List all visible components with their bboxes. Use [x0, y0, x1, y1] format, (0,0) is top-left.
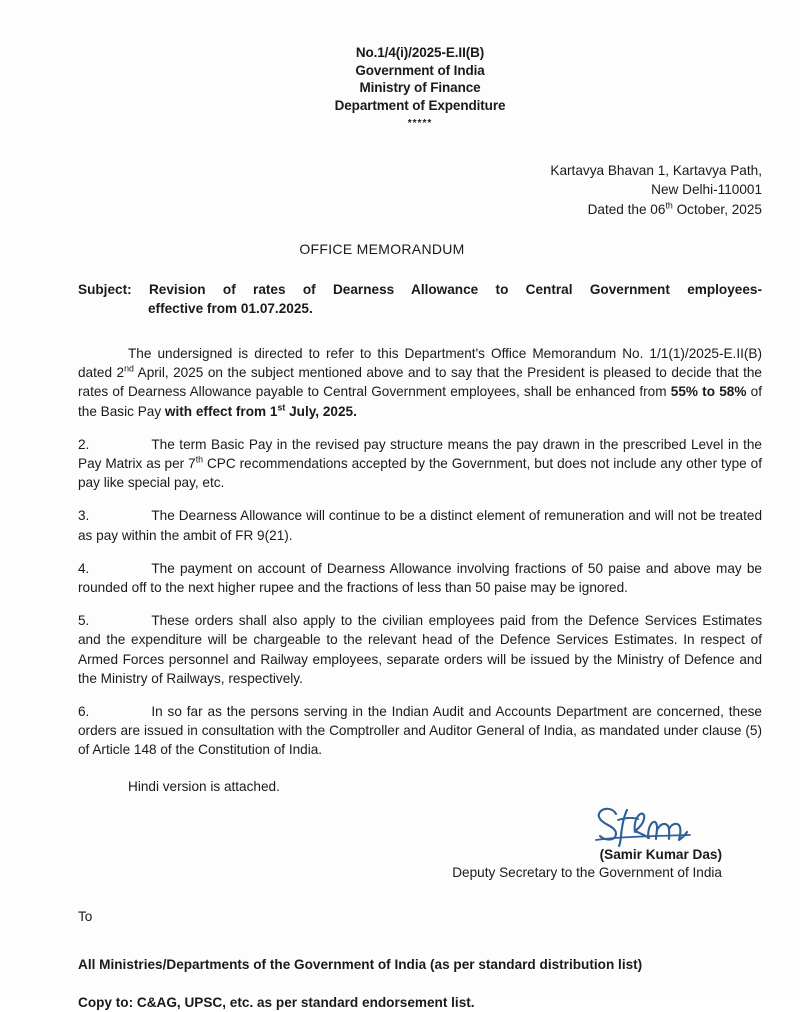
signatory-designation: Deputy Secretary to the Government of India	[452, 864, 722, 880]
government-name: Government of India	[355, 62, 485, 78]
paragraph-2-number: 2.	[78, 436, 90, 452]
paragraph-5	[78, 611, 762, 688]
hindi-version-note: Hindi version is attached.	[128, 778, 280, 794]
paragraph-2-seg-2: CPC recommendations accepted by the Government, but does not include any other type of pay like special pay, etc.	[78, 456, 762, 491]
paragraph-2-ordinal: th	[195, 454, 204, 465]
star-separator: *****	[407, 118, 433, 129]
file-number: No.1/4(i)/2025-E.II(B)	[355, 45, 485, 60]
paragraph-1-seg-2: April, 2025 on the subject mentioned above and to say that the President is pleased to decide that the rates of Dearness Allowance payable to Central Government employees, shall be enhanced from	[78, 365, 762, 400]
subject-line-1	[78, 280, 762, 299]
subject-block	[78, 280, 762, 318]
paragraph-3-number: 3.	[78, 508, 90, 524]
signatory-name: (Samir Kumar Das)	[599, 846, 722, 862]
paragraph-6	[78, 702, 762, 760]
paragraph-4-text: The payment on account of Dearness Allowance involving fractions of 50 paise and above may be rounded off to the next higher rupee and the fractions of less than 50 paise may be ignored.	[78, 560, 762, 596]
dated-prefix: Dated the 06	[587, 201, 666, 217]
address-line-2: New Delhi-110001	[651, 182, 762, 197]
paragraph-4	[78, 559, 762, 597]
document-title: OFFICE MEMORANDUM	[299, 241, 465, 257]
signature-block	[78, 802, 762, 882]
letterhead	[78, 44, 762, 133]
paragraph-1	[78, 344, 762, 421]
paragraph-1-ordinal-1: nd	[124, 363, 134, 374]
paragraph-1-seg-3: of the Basic Pay	[78, 384, 762, 419]
signature-icon	[582, 802, 702, 848]
distribution-line: All Ministries/Departments of the Government of India (as per standard distribution list)	[78, 956, 643, 972]
paragraph-1-bold-rate: 55% to 58%	[670, 384, 747, 400]
to-label: To	[78, 908, 93, 924]
dated-line	[78, 200, 762, 220]
paragraph-3	[78, 506, 762, 544]
address-block	[78, 161, 762, 220]
subject-label: Subject:	[78, 282, 132, 297]
copy-to-line: Copy to: C&AG, UPSC, etc. as per standard endorsement list.	[78, 994, 475, 1010]
ministry-name: Ministry of Finance	[359, 80, 481, 95]
paragraph-2-seg-1: The term Basic Pay in the revised pay structure means the pay drawn in the prescribed Level in the Pay Matrix as per 7	[78, 436, 762, 472]
subject-text-1: Revision of rates of Dearness Allowance to Central Government employees-	[148, 282, 762, 297]
paragraph-3-text: The Dearness Allowance will continue to be a distinct element of remuneration and will not be treated as pay within the ambit of FR 9(21).	[78, 508, 762, 543]
paragraph-6-text: In so far as the persons serving in the Indian Audit and Accounts Department are concerned, these orders are issued in consultation with the Comptroller and Auditor General of India, as mandated under clause (5) of Article 148 of the Constitution of India.	[78, 704, 762, 758]
paragraph-5-number: 5.	[78, 613, 90, 629]
paragraph-1-bold-effect: with effect from 1	[164, 403, 278, 419]
dated-ordinal-suffix: th	[665, 199, 673, 210]
subject-line-2: effective from 01.07.2025.	[148, 301, 313, 316]
department-name: Department of Expenditure	[334, 97, 506, 113]
paragraph-1-bold-date: July, 2025.	[285, 403, 357, 419]
paragraph-1-seg-1: The undersigned is directed to refer to this Department's Office Memorandum No. 1/1(1)/2025-E.II(B) dated 2	[78, 346, 762, 381]
document-content	[78, 0, 762, 1012]
paragraph-6-number: 6.	[78, 704, 90, 720]
address-line-1: Kartavya Bhavan 1, Kartavya Path,	[550, 162, 762, 178]
dated-suffix: October, 2025	[672, 201, 762, 217]
paragraph-4-number: 4.	[78, 560, 90, 576]
paragraph-1-ordinal-2-sup: st	[277, 402, 286, 413]
paragraph-5-text: These orders shall also apply to the civilian employees paid from the Defence Services Estimates and the expenditure will be chargeable to the relevant head of the Defence Services Estimates. In respect of Armed Forces personnel and Railway employees, separate orders will be issued by the Ministry of Defence and the Ministry of Railways, respectively.	[78, 613, 762, 686]
paragraph-2	[78, 435, 762, 493]
